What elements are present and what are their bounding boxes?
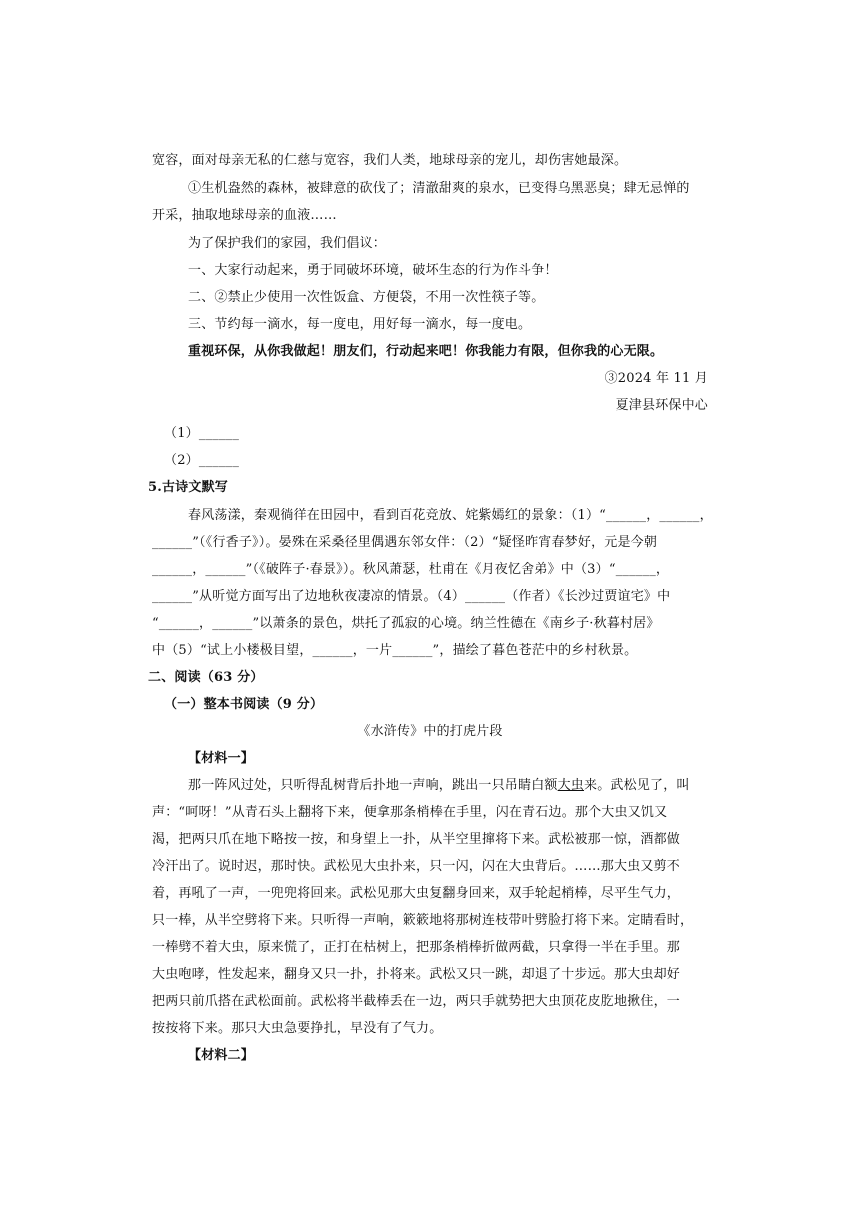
reading-title: 《水浒传》中的打虎片段: [357, 724, 503, 739]
text-line: 二、②禁止少使用一次性饭盒、方便袋，不用一次性筷子等。: [188, 290, 545, 305]
text-line: 把两只前爪搭在武松面前。武松将半截棒丢在一边，两只手就势把大虫顶花皮肐地揪住，一: [152, 994, 681, 1009]
text-line: 着，再吼了一声，一兜兜将回来。武松见那大虫复翻身回来，双手轮起梢棒，尽平生气力，: [152, 886, 681, 901]
subsection-heading: （一）整本书阅读（9 分）: [164, 697, 324, 712]
text-line: 声：“呵呀！”从青石头上翻将下来，便拿那条梢棒在手里，闪在青石边。那个大虫又饥又: [152, 805, 668, 820]
text-segment: 那一阵风过处，只听得乱树背后扑地一声响，跳出一只吊睛白额: [188, 778, 558, 793]
text-line: 只一棒，从半空劈将下来。只听得一声响，簌簌地将那树连枝带叶劈脸打将下来。定睛看时，: [152, 913, 694, 928]
document-org: 夏津县环保中心: [615, 398, 708, 413]
text-line: 一、大家行动起来，勇于同破坏环境，破坏生态的行为作斗争！: [188, 263, 558, 278]
text-line: 按按将下来。那只大虫急要挣扎，早没有了气力。: [152, 1021, 443, 1036]
text-line: 重视环保，从你我做起！朋友们，行动起来吧！你我能力有限，但你我的心无限。: [188, 344, 664, 359]
material-label: 【材料一】: [188, 751, 255, 766]
text-line: 三、节约每一滴水，每一度电，用好每一滴水，每一度电。: [188, 317, 532, 332]
text-line: ______，______”（《破阵子·春景》）。秋风萧瑟，杜甫在《月夜忆舍弟》中（3）“______，: [152, 562, 670, 577]
text-line: 为了保护我们的家园，我们倡议：: [188, 236, 387, 251]
text-line: ______”（《行香子》）。晏殊在采桑径里偶遇东邻女伴：（2）“疑怪昨宵春梦好，元是今朝: [152, 535, 658, 550]
text-line: ①生机盎然的森林，被肆意的砍伐了；清澈甜爽的泉水，已变得乌黑恶臭；肆无忌惮的: [188, 181, 690, 196]
text-line: “______，______”以萧条的景色，烘托了孤寂的心境。纳兰性德在《南乡子·秋暮村居》: [152, 616, 660, 631]
document-date: ③2024 年 11 月: [604, 371, 708, 386]
underlined-word: 大虫: [557, 778, 585, 793]
text-line: 宽容，面对母亲无私的仁慈与宽容，我们人类，地球母亲的宠儿，却伤害她最深。: [152, 153, 628, 168]
text-line: [188, 777, 690, 795]
text-line: 大虫咆哮，性发起来，翻身又只一扑，扑将来。武松又只一跳，却退了十步远。那大虫却好: [152, 967, 681, 982]
answer-blank-1: （1）______: [164, 426, 240, 441]
section-heading: 二、阅读（63 分）: [148, 670, 264, 685]
text-line: 冷汗出了。说时迟，那时快。武松见大虫扑来，只一闪，闪在大虫背后。……那大虫又剪不: [152, 859, 681, 874]
text-line: 开采，抽取地球母亲的血液……: [152, 208, 337, 223]
section-title: 5.古诗文默写: [148, 480, 228, 495]
text-line: 中（5）“试上小楼极目望，______，一片______”，描绘了暮色苍茫中的乡村秋景。: [152, 643, 638, 658]
text-line: 一棒劈不着大虫，原来慌了，正打在枯树上，把那条梢棒折做两截，只拿得一半在手里。那: [152, 940, 681, 955]
text-line: ______”从听觉方面写出了边地秋夜凄凉的情景。（4）______（作者）《长沙过贾谊宅》中: [152, 589, 671, 604]
text-segment: 来。武松见了，叫: [584, 778, 690, 793]
text-line: 渴，把两只爪在地下略按一按，和身望上一扑，从半空里撺将下来。武松被那一惊，酒都做: [152, 832, 681, 847]
text-line: 春风荡漾，秦观徜徉在田园中，看到百花竞放、姹紫嫣红的景象：（1）“______，______，: [188, 508, 713, 523]
answer-blank-2: （2）______: [164, 453, 240, 468]
material-label: 【材料二】: [188, 1048, 255, 1063]
